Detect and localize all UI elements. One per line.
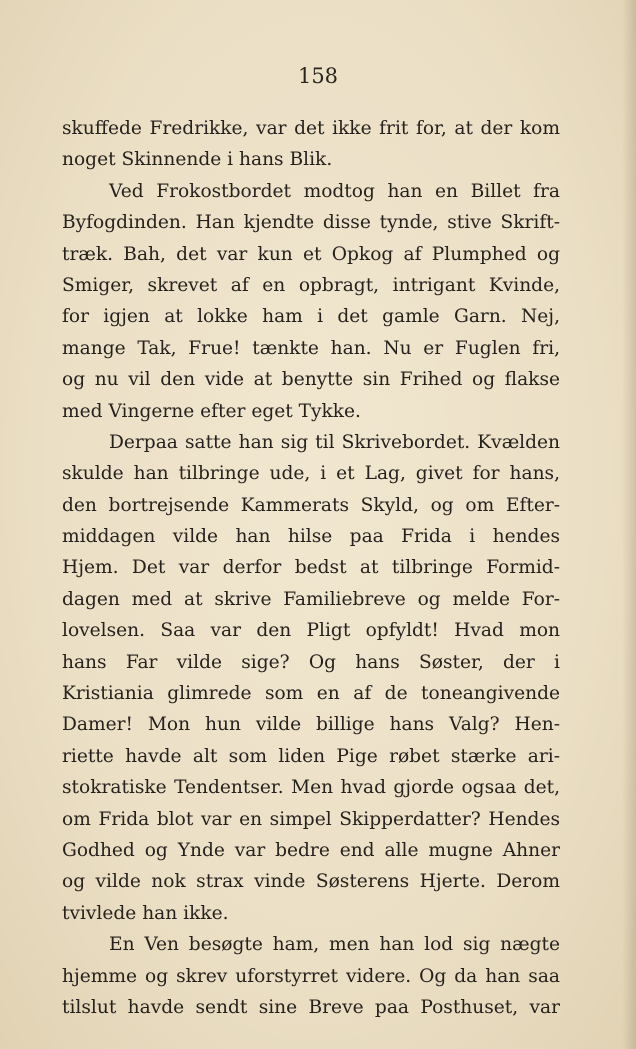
text-line: Godhed og Ynde var bedre end alle mugne Ahner <box>62 839 560 861</box>
page-number: 158 <box>297 64 339 88</box>
text-line: om Frida blot var en simpel Skipperdatter? Hendes <box>62 808 560 830</box>
text-line: Smiger, skrevet af en opbragt, intrigant Kvinde, <box>62 274 560 296</box>
text-line: skuffede Fredrikke, var det ikke frit for, at der kom <box>62 118 560 139</box>
text-line: middagen vilde han hilse paa Frida i hendes <box>62 526 560 548</box>
text-line: hjemme og skrev uforstyrret videre. Og da han saa <box>62 965 560 987</box>
text-line: Damer! Mon hun vilde billige hans Valg? Hen- <box>62 714 560 736</box>
text-line: den bortrejsende Kammerats Skyld, og om Efter- <box>62 494 560 516</box>
text-line: Byfogdinden. Han kjendte disse tynde, stive Skrift- <box>62 212 560 234</box>
text-line: for igjen at lokke ham i det gamle Garn. Nej, <box>62 306 560 328</box>
text-line: En Ven besøgte ham, men han lod sig nægte <box>109 934 560 956</box>
text-line: mange Tak, Frue! tænkte han. Nu er Fuglen fri, <box>62 337 560 359</box>
text-line: træk. Bah, det var kun et Opkog af Plumphed og <box>62 243 560 265</box>
text-line: dagen med at skrive Familiebreve og melde For- <box>62 588 560 610</box>
text-line: Derpaa satte han sig til Skrivebordet. Kvælden <box>109 431 560 453</box>
page-text-body <box>62 113 560 1023</box>
text-line: noget Skinnende i hans Blik. <box>62 149 333 171</box>
text-line: lovelsen. Saa var den Pligt opfyldt! Hvad mon <box>62 620 560 642</box>
text-line: med Vingerne efter eget Tykke. <box>62 400 361 422</box>
text-line: tvivlede han ikke. <box>62 902 229 924</box>
text-line: Ved Frokostbordet modtog han en Billet fra <box>109 180 560 202</box>
text-line: Kristiania glimrede som en af de toneangivende <box>62 683 560 705</box>
text-line: hans Far vilde sige? Og hans Søster, der i <box>62 651 560 673</box>
text-line: skulde han tilbringe ude, i et Lag, givet for hans, <box>62 463 560 485</box>
text-line: riette havde alt som liden Pige røbet stærke ari- <box>62 745 560 767</box>
text-line: og nu vil den vide at benytte sin Frihed og flakse <box>62 369 560 391</box>
text-line: og vilde nok strax vinde Søsterens Hjerte. Derom <box>62 871 560 893</box>
text-line: stokratiske Tendentser. Men hvad gjorde ogsaa det, <box>62 777 560 799</box>
text-line: tilslut havde sendt sine Breve paa Posthuset, var <box>62 996 560 1018</box>
text-line: Hjem. Det var derfor bedst at tilbringe Formid- <box>62 557 560 579</box>
